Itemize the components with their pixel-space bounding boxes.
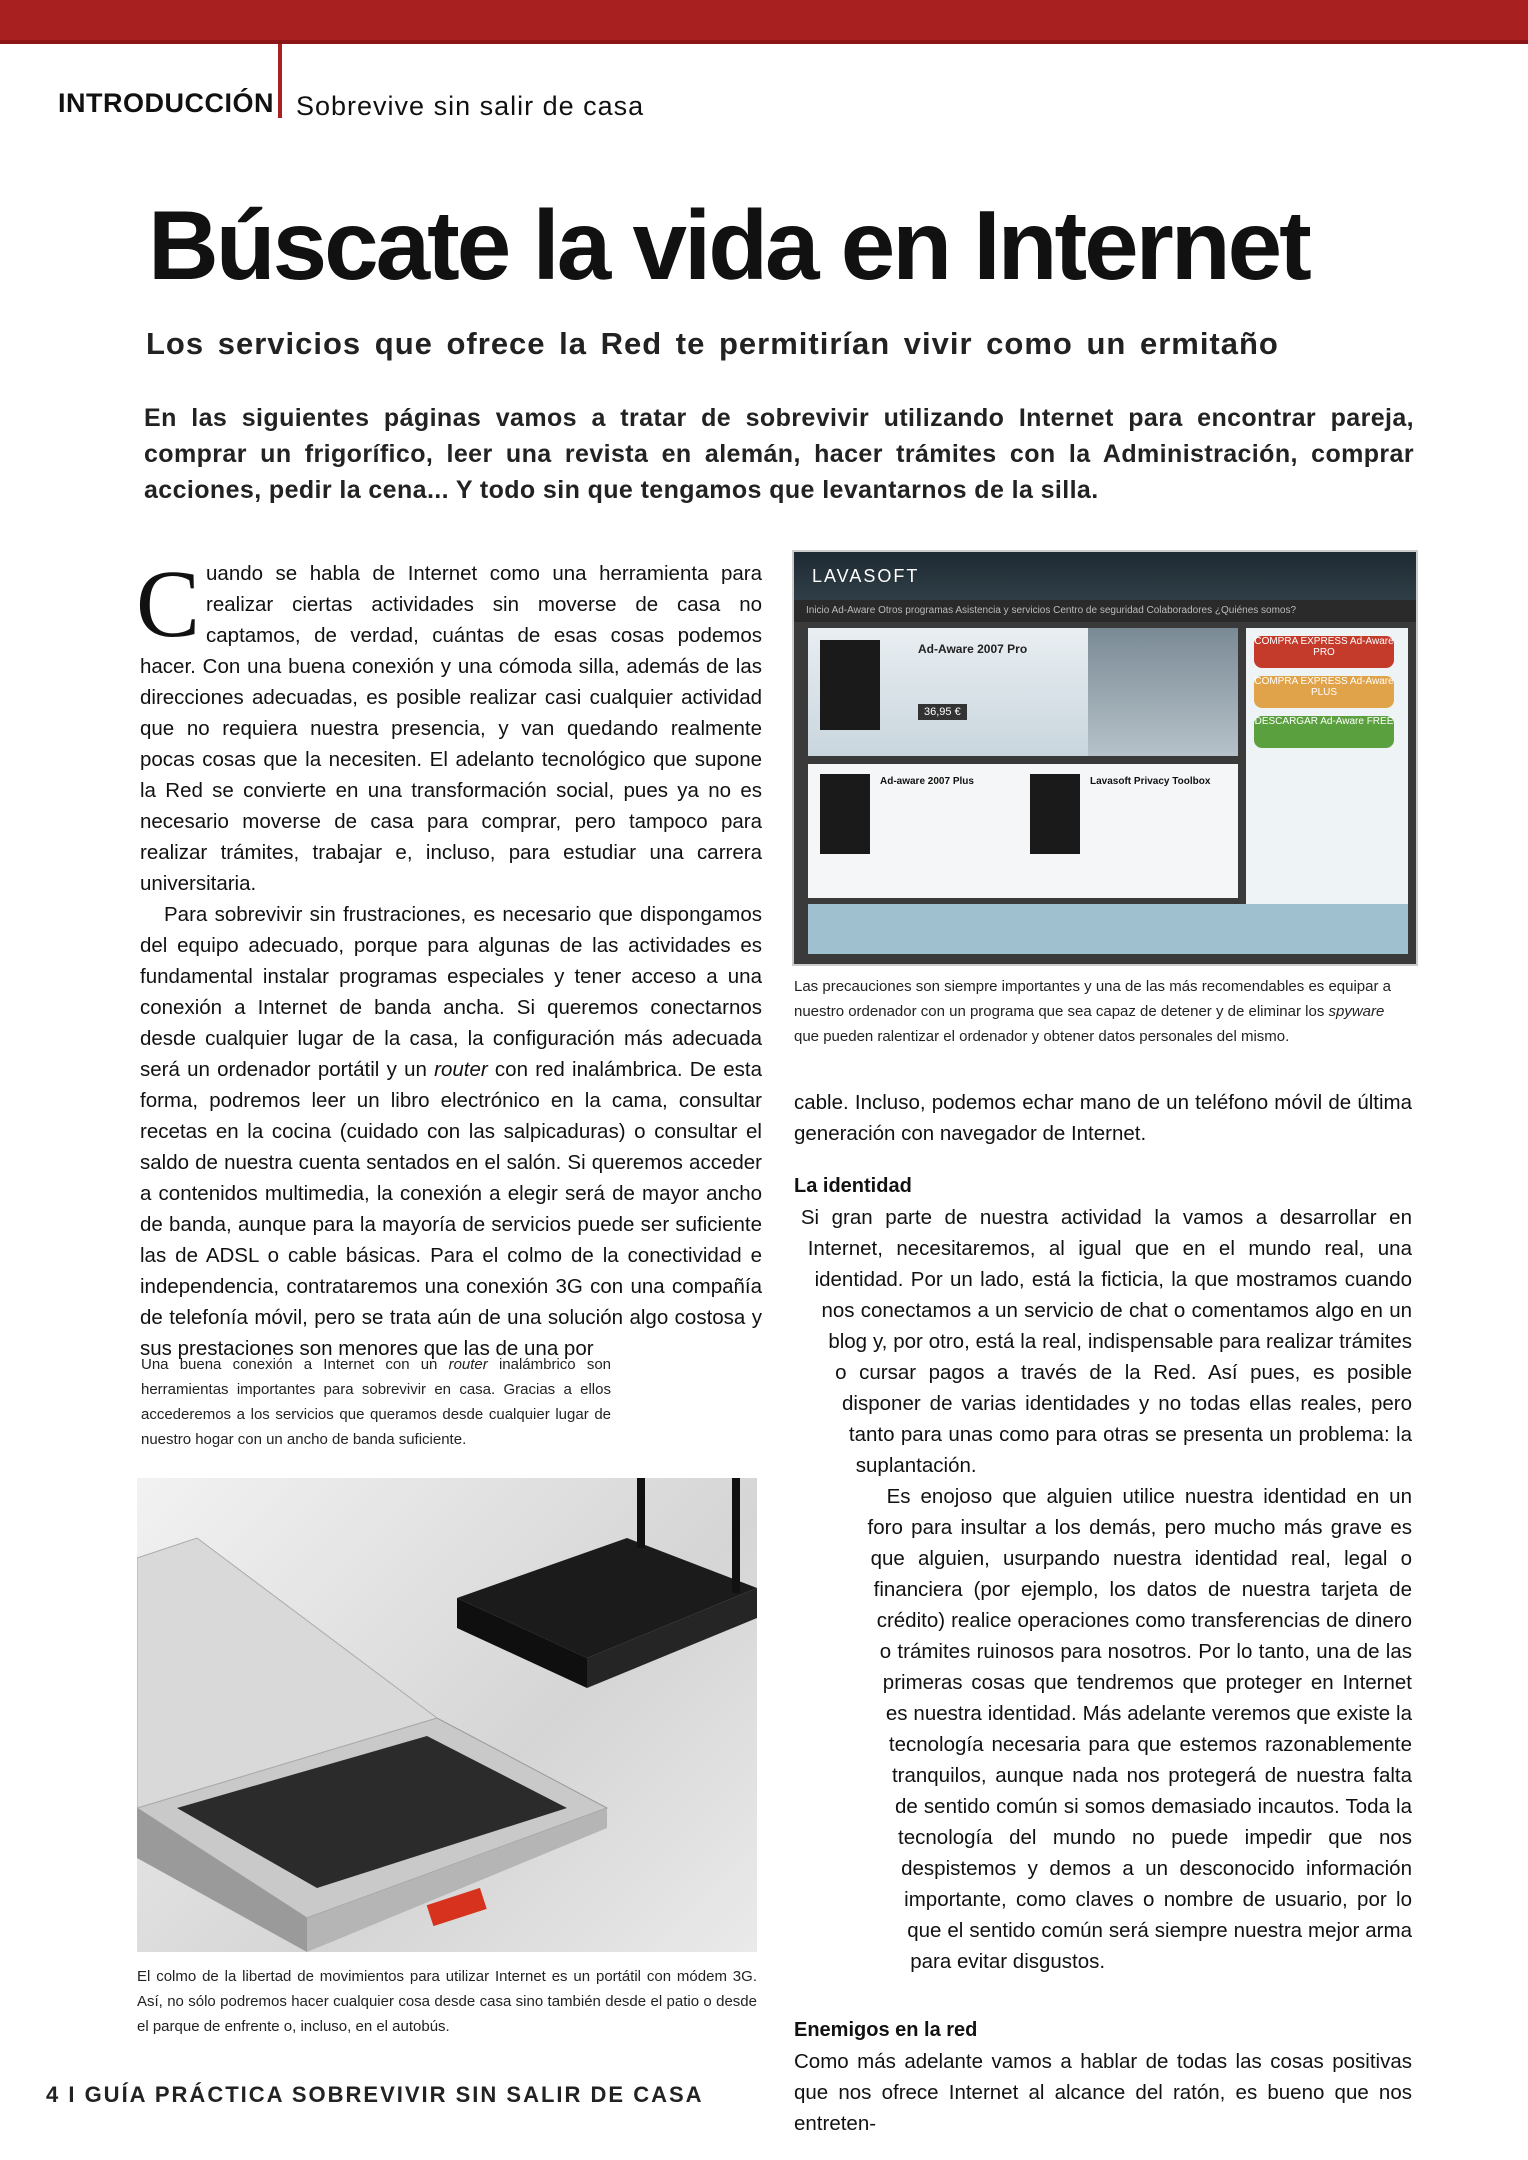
screenshot-caption <box>794 974 1412 1049</box>
ss-product-box <box>1030 774 1080 854</box>
ss-products <box>808 764 1238 898</box>
ss-hero-photo <box>1088 628 1238 756</box>
laptop-router-illustration <box>137 1478 757 1952</box>
left-column <box>136 550 762 1364</box>
ss-price: 36,95 € <box>918 704 967 720</box>
ss-bottom-strip <box>808 904 1408 954</box>
ss-nav <box>794 600 1416 622</box>
caption-text: Las precauciones son siempre importantes y una de las más recomendables es equipar a nuestro ordenador con un programa que sea capaz de detener y de eliminar los <box>794 978 1391 1020</box>
spyware-term: spyware <box>1328 1003 1385 1020</box>
paragraph: Como más adelante vamos a hablar de todas las cosas positivas que nos ofrece Internet al alcance del ratón, es bueno que nos entreten- <box>794 2050 1412 2135</box>
ss-buy-plus: COMPRA EXPRESS Ad-Aware PLUS <box>1254 676 1394 708</box>
page-title: Búscate la vida en Internet <box>148 190 1309 300</box>
page-subtitle: Los servicios que ofrece la Red te permitirían vivir como un ermitaño <box>146 326 1279 361</box>
ss-nav-text: Inicio Ad-Aware Otros programas Asistencia y servicios Centro de seguridad Colaboradores ¿Quiénes somos? <box>806 605 1297 616</box>
top-color-bar <box>0 0 1528 44</box>
drop-cap: C <box>136 550 201 657</box>
router-caption <box>141 1352 611 1452</box>
ss-buy-pro: COMPRA EXPRESS Ad-Aware PRO <box>1254 636 1394 668</box>
router-term: router <box>434 1058 488 1081</box>
router-antenna <box>732 1478 740 1593</box>
paragraph-text: uando se habla de Internet como una herramienta para realizar ciertas actividades sin moverse de casa no captamos, de verdad, cuántas de esas cosas podemos hacer. Con una buena conexión y una cómoda silla, además de las direcciones adecuadas, es posible realizar casi cualquier actividad que no requiera nuestra presencia, y van quedando realmente pocas cosas que la necesiten. El adelanto tecnológico que supone la Red se convierte en una transformación social, pues ya no es necesario moverse de casa para comprar, pero tampoco para realizar trámites, trabajar e, incluso, para estudiar una carrera universitaria. <box>140 562 762 895</box>
section-divider <box>278 44 282 118</box>
paragraph-text: Es enojoso que alguien utilice nuestra identidad en un foro para insultar a los demás, pero mucho más grave es que alguien, usurpando nuestra identidad real, legal o financiera (por ejemplo, los datos de nuestra tarjeta de crédito) realice operaciones como transferencias de dinero o trámites ruinosos para nosotros. Por lo tanto, una de las primeras cosas que tendremos que proteger en Internet es nuestra identidad. Más adelante veremos que existe la tecnología necesaria para que estemos razonablemente tranquilos, aunque nada nos protegerá de nuestra falta de sentido común si somos demasiado incautos. Toda la tecnología del mundo no puede impedir que nos despistemos y demos a un desconocido información importante, como claves o nombre de usuario, por lo que el sentido común será siempre nuestra mejor arma para evitar disgustos. <box>867 1485 1412 1973</box>
subsection-label: Sobrevive sin salir de casa <box>296 91 645 121</box>
ss-sidebar <box>1246 628 1408 928</box>
paragraph-text: Si gran parte de nuestra actividad la vamos a desarrollar en Internet, necesitaremos, al igual que en el mundo real, una identidad. Por un lado, está la ficticia, la que mostramos cuando nos conectamos a un servicio de chat o comentamos algo en un blog y, por otro, está la real, indispensable para realizar trámites o cursar pagos a través de la Red. Así pues, es posible disponer de varias identidades y no todas ellas reales, pero tanto para unas como para otras se presenta un problema: la suplantación. <box>800 1206 1412 1477</box>
caption-text: Una buena conexión a Internet con un <box>141 1356 449 1373</box>
ss-product-title: Ad-Aware 2007 Pro <box>918 642 1028 656</box>
heading-identity: La identidad <box>794 1175 912 1197</box>
router-antenna <box>637 1478 645 1548</box>
page-footer: 4 I GUÍA PRÁCTICA SOBREVIVIR SIN SALIR DE CASA <box>46 2082 704 2107</box>
laptop-router-photo <box>137 1478 757 1952</box>
caption-text: inalámbrico son herramientas importantes para sobrevivir en casa. Gracias a ellos accederemos a los servicios que queramos desde cualquier lugar de nuestro hogar con un ancho de banda suficiente. <box>141 1356 611 1448</box>
section-label: INTRODUCCIÓN <box>58 88 274 118</box>
caption-text: que pueden ralentizar el ordenador y obtener datos personales del mismo. <box>794 1028 1290 1045</box>
right-column <box>794 1087 1412 2139</box>
ss-download-free: DESCARGAR Ad-Aware FREE <box>1254 716 1394 748</box>
router-term: router <box>448 1356 488 1373</box>
paragraph: cable. Incluso, podemos echar mano de un teléfono móvil de última generación con navegador de Internet. <box>794 1091 1412 1145</box>
paragraph-text: con red inalámbrica. De esta forma, podremos leer un libro electrónico en la cama, consultar recetas en la cocina (cuidado con las salpicaduras) o consultar el saldo de nuestra cuenta sentados en el salón. Si queremos acceder a contenidos multimedia, la conexión a elegir será de mayor ancho de banda, aunque para la mayoría de servicios puede ser suficiente las de ADSL o cable básicas. Para el colmo de la conectividad e independencia, contrataremos una conexión 3G con una compañía de telefonía móvil, pero se trata aún de una solución algo costosa y sus prestaciones son menores que las de una por <box>140 1058 762 1360</box>
ss-product1: Ad-aware 2007 Plus <box>880 776 974 787</box>
paragraph <box>136 550 762 899</box>
paragraph-text: Para sobrevivir sin frustraciones, es necesario que dispongamos del equipo adecuado, porque para algunas de las actividades es fundamental instalar programas especiales y tener acceso a una conexión a Internet de banda ancha. Si queremos conectarnos desde cualquier lugar de la casa, la configuración más adecuada será un ordenador portátil y un <box>140 903 762 1081</box>
heading-enemies: Enemigos en la red <box>794 2019 978 2041</box>
laptop-caption: El colmo de la libertad de movimientos para utilizar Internet es un portátil con módem 3G. Así, no sólo podremos hacer cualquier cosa desde casa sino también desde el patio o desde el parque de enfrente o, incluso, en el autobús. <box>137 1968 757 2035</box>
paragraph <box>140 899 762 1364</box>
ss-product-box <box>820 640 880 730</box>
paragraph <box>794 1202 1412 1977</box>
ss-hero <box>808 628 1238 756</box>
ss-logo: LAVASOFT <box>812 566 920 586</box>
intro-paragraph: En las siguientes páginas vamos a tratar de sobrevivir utilizando Internet para encontrar pareja, comprar un frigorífico, leer una revista en alemán, hacer trámites con la Administración, comprar acciones, pedir la cena... Y todo sin que tengamos que levantarnos de la silla. <box>144 404 1414 504</box>
lavasoft-screenshot <box>792 550 1418 966</box>
ss-product-box <box>820 774 870 854</box>
ss-product2: Lavasoft Privacy Toolbox <box>1090 776 1211 787</box>
